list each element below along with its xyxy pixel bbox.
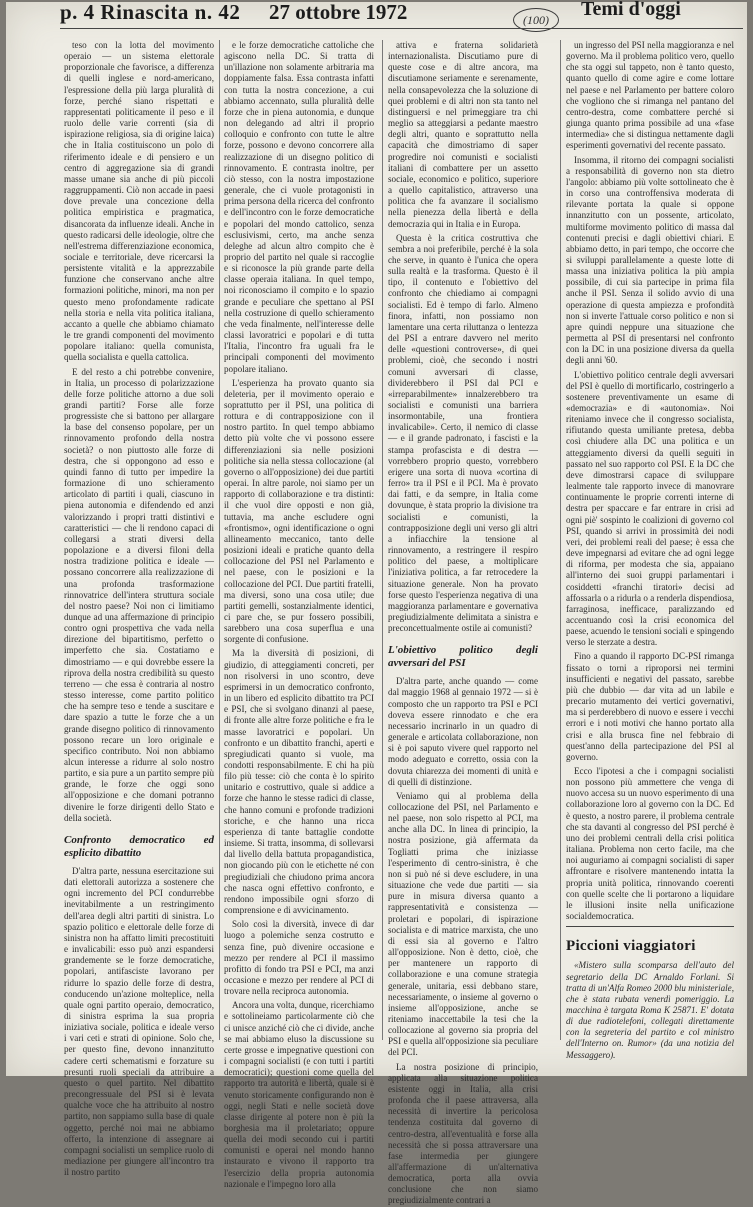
paragraph: Ancora una volta, dunque, ricerchiamo e sottolineiamo particolarmente ciò che ci unisce anziché ciò che ci divide, anche se mai abbiamo eluso la discussione su certe grosse e impegnative questioni con i compagni socialisti (e con tutti i partiti democratici); questioni come quella del rapporto tra autorità e libertà, quale si è venuto storicamente configurando non è oggi, negli Stati e nelle società dove classe dirigente al potere non è più la borghesia ma il proletariato; oppure quella dei modi secondo cui i partiti comunisti e operai nel mondo hanno instaurato e vivono il rapporto tra l'esercizio della propria autonomia nazionale e l'impegno loro alla	[224, 1000, 374, 1189]
box-rule	[566, 926, 734, 927]
page-title: p. 4 Rinascita n. 42	[60, 0, 241, 24]
page-header	[6, 2, 747, 28]
paragraph: Ma la diversità di posizioni, di giudizio, di atteggiamenti concreti, per non risolversi in uno scontro, deve esprimersi in un democratico confronto, in un libero ed esplicito dibattito tra PCI e PSI, che si svolgano dinanzi al paese, di fronte alle altre forze politiche e fra le masse lavoratrici e popolari. Un confronto e un dibattito franchi, aperti e spregiudicati quanto si vuole, ma condotti responsabilmente. E chi ha più filo più tesse: ciò che conta è lo spirito unitario e costruttivo, quale si addice a forze che hanno le stesse radici di classe, che hanno comuni e profonde tradizioni storiche, e che hanno una ricca esperienza di tante battaglie condotte insieme. Si tratta, insomma, di sollevarsi dal livello della battuta propagandistica, non giocando più con le etichette né con pregiudiziali che chiudono prima ancora che nasca ogni effettivo confronto, e rendono impossibile ogni sforzo di comprensione e di avvicinamento.	[224, 648, 374, 916]
column-divider	[560, 40, 561, 1040]
paragraph: attiva e fraterna solidarietà internazionalista. Discutiamo pure di queste cose e di altre ancora, ma discutiamone seriamente e serenamente, nella consapevolezza che la soluzione di quei problemi e di altri non sta tanto nel distinguersi e nel primeggiare tra chi meglio sa atteggiarsi a pedante maestro degli altri, quanto e soprattutto nella capacità che dimostriamo di saper progredire noi comunisti e socialisti italiani di combattere per un assetto sociale, economico e politico, superiore a quello capitalistico, attraverso una politica che fa avanzare il socialismo nella pienezza della libertà e della democrazia qui in Italia e in Europa.	[388, 40, 538, 229]
box-text: «Mistero sulla scomparsa dell'auto del segretario della DC Arnaldo Forlani. Si tratta di un'Alfa Romeo 2000 blu ministeriale, che è stata rubata venerdì pomeriggio. La macchina è targata Roma K 25871. E' dotata di due radiotelefoni, collegati direttamente con la segreteria del partito e col ministro dell'Interno on. Rumor» (da una notizia del Messaggero).	[566, 960, 734, 1060]
paragraph: Ecco l'ipotesi a che i compagni socialisti non possono più ammettere che venga di nuovo accesa su un nuovo esperimento di una collaborazione loro al governo con la DC. Ed è questo, a nostro parere, il problema centrale che sta davanti al congresso del PSI perché è uno dei problemi centrali della crisi politica italiana. Problema non certo facile, ma che noi auguriamo ai compagni socialisti di saper affrontare e risolvere mantenendo intatta la propria unità politica, rinnovando coerenti con quelle scelte che li portarono a liquidare le illusioni insite nella unificazione socialdemocratica.	[566, 766, 734, 922]
paragraph: un ingresso del PSI nella maggioranza e nel governo. Ma il problema politico vero, quello che sta oggi sul tappeto, non è tanto questo, quanto quello di come agire e come lottare nel paese e nel Parlamento per battere coloro che vogliono che si rimanga nel pantano del centro-destra, come combattere perché si giunga quanto prima possibile ad una «fase intermedia» che si distingua nettamente dagli esperimenti governativi del recente passato.	[566, 40, 734, 151]
subheading: Confronto democratico ed esplicito dibattito	[64, 833, 214, 859]
paragraph: Veniamo qui al problema della collocazione del PSI, nel Parlamento e nel paese, non solo rispetto al PCI, ma anche alla DC. In linea di principio, la nostra posizione, già affermata da Togliatti prima che iniziasse l'esperimento di centro-sinistra, è che non si può né si deve escludere, in una situazione che vede due partiti — sia pure in misura diversa quanto a rappresentatività e consistenza — proletari e popolari, di ispirazione socialista e di matrice marxista, che uno di essi sia al governo e l'altro all'opposizione. Non è detto, cioè, che per mantenere un rapporto di collaborazione e una comune strategia generale, unitaria, essi debbano stare, necessariamente, o insieme al governo o insieme all'opposizione, anche se riteniamo inaccettabile la tesi che la collocazione al governo sia propria del PSI e quella all'opposizione sia peculiare del PCI.	[388, 790, 538, 1058]
paragraph: E del resto a chi potrebbe convenire, in Italia, un processo di polarizzazione delle forze politiche attorno a due soli grandi partiti? Forse alle forze progressiste che si battono per allargare la base del consenso popolare, per un rinnovamento profondo della nostra società? o non piuttosto alle forze di destra, che si oppongono ad esso e quindi fanno di tutto per impedire la formazione di uno schieramento articolato di partiti i quali, ciascuno in piena autonomia e difendendo ed anzi valorizzando i propri tratti distintivi e caratteristici — che li rendono capaci di collegarsi a strati diversi della popolazione e a diversi filoni della nostra tradizione politica e ideale — possano concorrere alla realizzazione di una profonda trasformazione rinnovatrice dell'intera struttura sociale del nostro paese? Noi non ci limitiamo dunque ad una affermazione di principio contro ogni prospettiva che vada nella direzione del bipartitismo, perfetto o imperfetto che sia. Costatiamo e dimostriamo — e qui dovrebbe essere la riprova della nostra credibilità su questo terreno — che essa è contraria al nostro stesso interesse, come partito politico che ha sempre teso e tende a suscitare e dare spazio a tutte le forze che a un grande disegno politico di rinnovamento possono recare un loro originale e specifico contributo. Noi non abbiamo alcun interesse a ridurre al solo nostro partito, e sia pure a un partito sempre più grande, le forze che oggi sono all'opposizione e che domani potranno divenire le forze dirigenti dello Stato e della società.	[64, 366, 214, 823]
paragraph: e le forze democratiche cattoliche che agiscono nella DC. Si tratta di un'illazione non solamente arbitraria ma doppiamente falsa. Essa contrasta infatti con tutta la nostra concezione, a cui abbiamo accennato, sulla pluralità delle forze che in piena autonomia, e dunque non delegando ad altri il proprio colloquio e confronto con tutte le altre forze, possono e devono concorrere alla realizzazione di un disegno politico di rinnovamento. E contrasta inoltre, per ciò stesso, con la nostra impostazione generale, che ci vuole protagonisti in prima persona della ricerca del confronto e dell'incontro con le forze democratiche e popolari del mondo cattolico, senza esclusivismi, certo, ma anche senza deleghe ad alcun altro compito che è proprio del partito nel quale si raccoglie e si riconosce la più grande parte della classe operaia italiana. In quel tempo, noi riconosciamo il compito e lo spazio grande e peculiare che spettano al PSI nella costruzione di quello schieramento che veda finalmente, nell'interesse delle classi lavoratrici e popolari e di tutta l'Italia, l'incontro fra uguali fra le principali componenti del movimento popolare italiano.	[224, 40, 374, 374]
newspaper-page	[6, 0, 747, 1206]
paragraph: D'altra parte, nessuna esercitazione sui dati elettorali autorizza a sostenere che ogni incremento del PCI condurrebbe inevitabilmente a un restringimento dell'area degli altri partiti di sinistra. Lo spazio politico e elettorale delle forze di sinistra non ha affatto limiti precostituiti e invalicabili: esso può anzi espandersi grandemente se le forze democratiche, popolari, antifasciste lavorano per ridurre lo spazio delle forze di destra, conducendo un'azione molteplice, nella quale ogni partito operaio, democratico, di sinistra esprima la sua propria iniziativa sociale, politica e ideale verso i vari ceti e strati di opinione. Solo che, per questo fine, devono innanzitutto cadere certi schematismi e forzature su presunti ruoli speciali da attribuire a questo o quel partito. Nel dibattito precongressuale del PSI si è levata qualche voce che ha attribuito al nostro partito, non sappiamo sulla base di quale oggetto, perché noi mai ne abbiamo offerto, la intenzione di assegnare ai compagni socialisti un semplice ruolo di mediazione per giungere all'incontro tra il nostro partito	[64, 865, 214, 1178]
issue-date: 27 ottobre 1972	[269, 0, 408, 24]
article-column-3	[388, 40, 538, 1206]
subheading: L'obiettivo politico degli avversari del PSI	[388, 644, 538, 670]
article-column-1	[64, 40, 214, 1178]
paragraph: Fino a quando il rapporto DC-PSI rimanga fissato o torni a riproporsi nei termini insufficienti e negativi del passato, sarebbe più che dubbio — dar vita ad un labile e precario mutamento dei vertici governativi, ma si perderebbero di nuovo e essere i vecchi errori e i noti motivi che hanno portato alla crisi e alla brusca fine nel febbraio di quest'anno della partecipazione del PSI al governo.	[566, 651, 734, 762]
paragraph: L'obiettivo politico centrale degli avversari del PSI è quello di mortificarlo, costringerlo a sostenere preventivamente un esame di «democrazia» e di «autonomia». Noi riteniamo invece che il congresso socialista, rifiutando questa umiliante pretesa, debba così chiudere alla DC una politica e un atteggiamento diversi da quelli seguiti in passato nel suo rapporto col PSI. E la DC che deve dimostrarsi capace di sviluppare lealmente tale rapporto invece di manovrare continuamente le proprie correnti interne di destra per spaccare e far entrare in crisi ad ogni piè' sospinto le coalizioni di governo col PSI, quando si arrivi in prossimità dei nodi veri, dei problemi reali del paese; è essa che deve impegnarsi ad evitare che ad ogni legge di riforma, per modesta che sia, appaiano all'interno dei suoi gruppi parlamentari i cosiddetti «franchi tiratori» decisi ad affossarla o a ridurla o a renderla dispendiosa, farraginosa, inefficace, paralizzando ed accentuando così la crisi economica del paese, acuendo le tensioni sociali e spingendo verso le sterzate a destra.	[566, 369, 734, 648]
column-divider	[219, 40, 220, 1040]
handwritten-mark: (100)	[513, 8, 559, 32]
article-column-4	[566, 40, 734, 1060]
article-column-2	[224, 40, 374, 1189]
box-title: Piccioni viaggiatori	[566, 938, 696, 955]
paragraph: Solo così la diversità, invece di dar luogo a polemiche senza costrutto e senza fine, può divenire occasione e mezzo per rendere al PCI il massimo profitto di fondo tra PSI e PCI, ma anzi occasione e mezzo per rendere al PCI di trovare nella reciproca autonomia.	[224, 919, 374, 997]
column-divider	[382, 40, 383, 1040]
paragraph: La nostra posizione di principio, applicata alla situazione politica esistente oggi in Italia, alla crisi profonda che il paese attraversa, alla necessità di invertire la pericolosa tendenza costituita dal governo di centro-destra, all'eventualità e forse alla necessità che si possa attraversare una fase intermedia per giungere all'affermazione di un'alternativa democratica, porta alla ovvia conclusione che non siamo pregiudizialmente contrari a	[388, 1061, 538, 1206]
paragraph: Questa è la critica costruttiva che sembra a noi preferibile, perché è la sola che serve, in quanto è l'unica che opera sulla realtà e la trasforma. Questo è il tipo, il contenuto e l'obiettivo del confronto che chiediamo ai compagni socialisti. Ed è tempo di farlo. Almeno finora, infatti, non possiamo non lamentare una certa riluttanza o lentezza del PSI a entrare davvero nel merito delle «questioni controverse», di quei problemi, cioè, che secondo i nostri comuni avversari di classe, dividerebbero il PSI dal PCI e «irreparabilmente» innalzerebbero tra socialisti e comunisti una barriera insormontabile, una frontiera invalicabile». Certo, il nemico di classe — e il grande padronato, i fascisti e la stampa profascista e di destra — vorrebbero proprio questo, vorrebbero erigere una sorta di nuova «cortina di ferro» tra il PSI e il PCI. Ma è provato dai fatti, e da sempre, in Italia come dovunque, è stata proprio la divisione tra socialisti e comunisti, la contrapposizione degli uni verso gli altri a infiacchire la tensione al rinnovamento, a restringere il respiro politico del paese, a moltiplicare l'iniziativa politica, a far retrocedere la situazione generale. Non ha provato forse questo l'esperienza negativa di una maggioranza parlamentare e governativa pregiudizialmente delimitata a sinistra e preconcettualmente ostile ai comunisti?	[388, 232, 538, 634]
section-title: Temi d'oggi	[581, 0, 681, 20]
paragraph: Insomma, il ritorno dei compagni socialisti a responsabilità di governo non sta dietro l'angolo: abbiamo più volte sottolineato che è in corso una controffensiva moderata di rilevante portata la quale si oppone innanzitutto con un possente, articolato, multiforme movimento politico di massa dal contenuti precisi e dagli obiettivi chiari. E abbiamo detto, in pari tempo, che occorre che si sviluppi parallelamente a queste lotte di massa una iniziativa politica la più ampia possibile, di cui sia partecipe in prima fila anche il PSI. Senza il solido avvio di una operazione di questa ampiezza e profondità non si inverte l'attuale corso politico e non si apre quindi neppure una situazione che permetta al PSI di presentarsi nel confronto con la DC in una posizione diversa da quella degli anni '60.	[566, 154, 734, 366]
paragraph: teso con la lotta del movimento operaio — un sistema elettorale proporzionale che favorisce, a differenza di quelli inglese e nord-americano, l'espressione della più larga pluralità di forze, perché siano rispettati e rappresentati politicamente il peso e il ruolo delle varie correnti (sia di ispirazione religiosa, sia di origine laica) che in Italia costituiscono un polo di riferimento ideale e di pensiero e un centro di aggregazione sia di grandi masse umane sia anche di più piccoli raggruppamenti. Ciò non accade in paesi dove prevale una concezione della politica empiristica e pragmatica, disancorata da influenze ideali. Anche in questo radicarsi delle ideologie, oltre che nell'estrema differenziazione economica, sociale e territoriale, deve ricercarsi la persistente vitalità e la apprezzabile funzione che conservano anche altre formazioni politiche, minori, ma non per questo meno profondamente radicate nella storia e nella vita politica italiana, accanto a quelle che abbiamo chiamato le tre grandi componenti del movimento popolare italiano: quella comunista, quella socialista e quella cattolica.	[64, 40, 214, 363]
paragraph: L'esperienza ha provato quanto sia deleteria, per il movimento operaio e soprattutto per il PSI, una politica di rottura e di contrapposizione con il nostro partito. In quel tempo abbiamo detto più volte che vi possono essere differenziazioni sia nelle posizioni politiche sia nella stessa collocazione (al governo o all'opposizione) dei due partiti operai. In altre parole, noi siamo per un rapporto di collaborazione e tra distinti: il che vuol dire opposti e non già, tuttavia, ma anche escludere ogni «frontismo», ogni identificazione o ogni allineamento meccanico, tanto delle posizioni ideali e pratiche quanto della collocazione del PSI nel Parlamento e nel paese, con le posizioni e la collocazione del PCI. Due partiti fratelli, ma diversi, sono una cosa utile; due partiti gemelli, sostanzialmente identici, ci pare che, se pur fossero possibili, sarebbero una cosa superflua e una sorgente di confusione.	[224, 377, 374, 645]
paragraph: D'altra parte, anche quando — come dal maggio 1968 al gennaio 1972 — si è composto che un rapporto tra PSI e PCI doveva essere rinnodato e che era necessario incrinarlo in un quadro di generale e articolata collaborazione, non si è poi saputo vivere quel rapporto nel modo adeguato e corretto, ossia con la dovuta chiarezza dei momenti di unità e di quelli di distinzione.	[388, 676, 538, 787]
header-rule	[60, 28, 743, 29]
